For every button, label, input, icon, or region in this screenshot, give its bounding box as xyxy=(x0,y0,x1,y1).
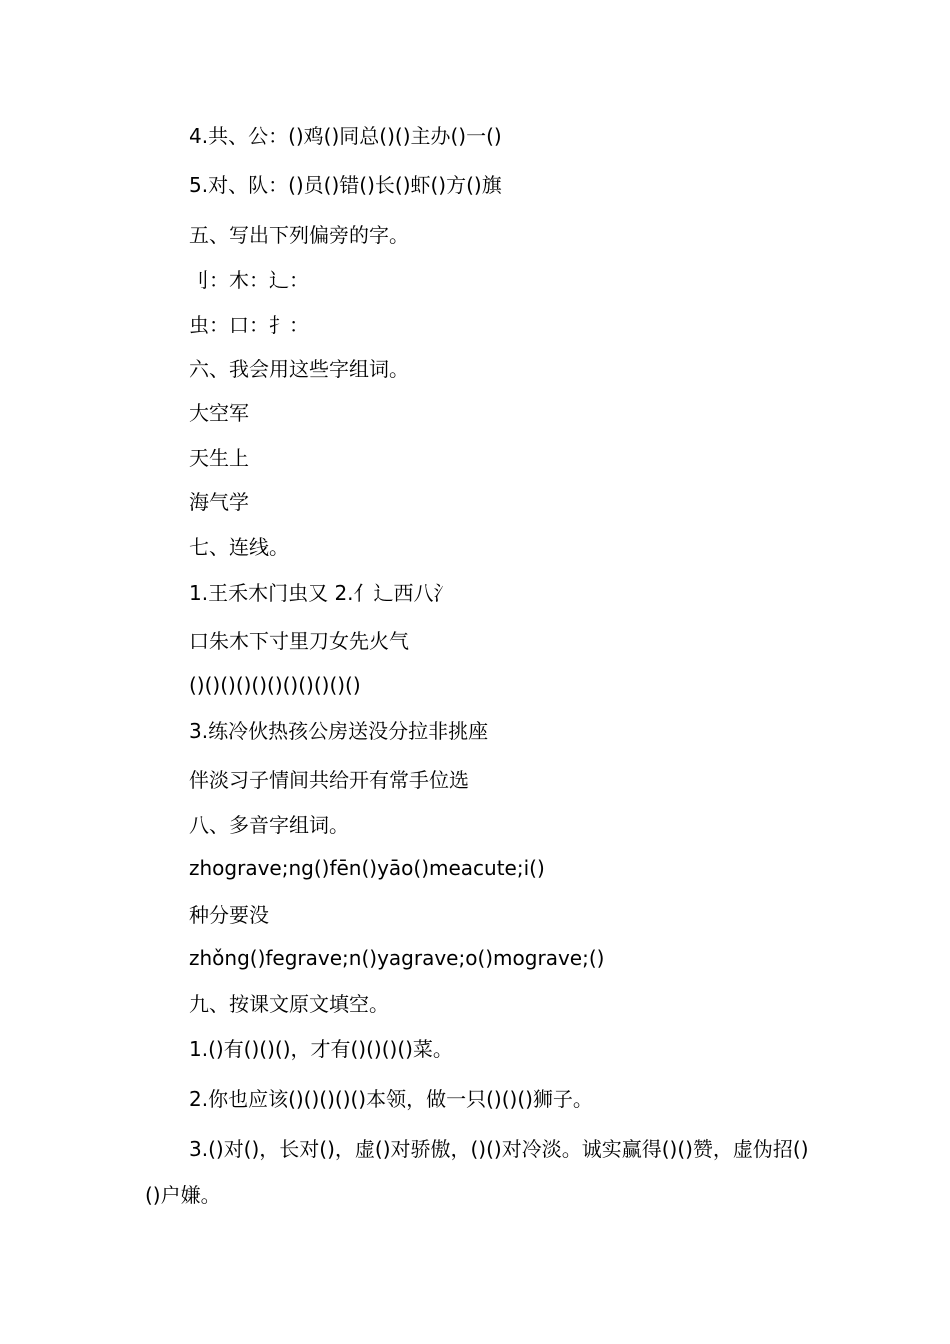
radical-line-1: 刂：木：辶： xyxy=(189,268,309,292)
fill-blank-3-continuation: ()户嫌。 xyxy=(145,1183,221,1207)
matching-line-4: 伴淡习子情间共给开有常手位选 xyxy=(189,768,469,792)
matching-blanks-line: ()()()()()()()()()()() xyxy=(189,673,361,697)
word-group-2: 天生上 xyxy=(189,446,249,470)
fill-blank-3: 3.()对()，长对()，虚()对骄傲，()()对冷淡。诚实赢得()()赞，虚伪招() xyxy=(189,1137,809,1161)
section-7-heading: 七、连线。 xyxy=(189,535,289,559)
section-5-heading: 五、写出下列偏旁的字。 xyxy=(189,223,409,247)
matching-line-2: 口朱木下寸里刀女先火气 xyxy=(189,629,409,653)
radical-line-2: 虫：口：扌： xyxy=(189,313,309,337)
matching-line-1: 1.王禾木门虫又 2.亻辶西八氵 xyxy=(189,581,454,605)
section-8-heading: 八、多音字组词。 xyxy=(189,813,349,837)
polyphone-chars-line: 种分要没 xyxy=(189,903,269,927)
exercise-5-line: 5.对、队：()员()错()长()虾()方()旗 xyxy=(189,173,502,197)
fill-blank-1: 1.()有()()()，才有()()()()菜。 xyxy=(189,1037,453,1061)
fill-blank-2: 2.你也应该()()()()()本领，做一只()()()狮子。 xyxy=(189,1087,593,1111)
word-group-3: 海气学 xyxy=(189,490,249,514)
pinyin-line-2: zhǒng()fegrave;n()yagrave;o()mograve;() xyxy=(189,946,605,970)
pinyin-line-1: zhograve;ng()fēn()yāo()meacute;i() xyxy=(189,856,545,880)
section-9-heading: 九、按课文原文填空。 xyxy=(189,992,389,1016)
section-6-heading: 六、我会用这些字组词。 xyxy=(189,357,409,381)
exercise-4-line: 4.共、公：()鸡()同总()()主办()一() xyxy=(189,124,502,148)
word-group-1: 大空军 xyxy=(189,401,249,425)
matching-line-3: 3.练冷伙热孩公房送没分拉非挑座 xyxy=(189,719,489,743)
